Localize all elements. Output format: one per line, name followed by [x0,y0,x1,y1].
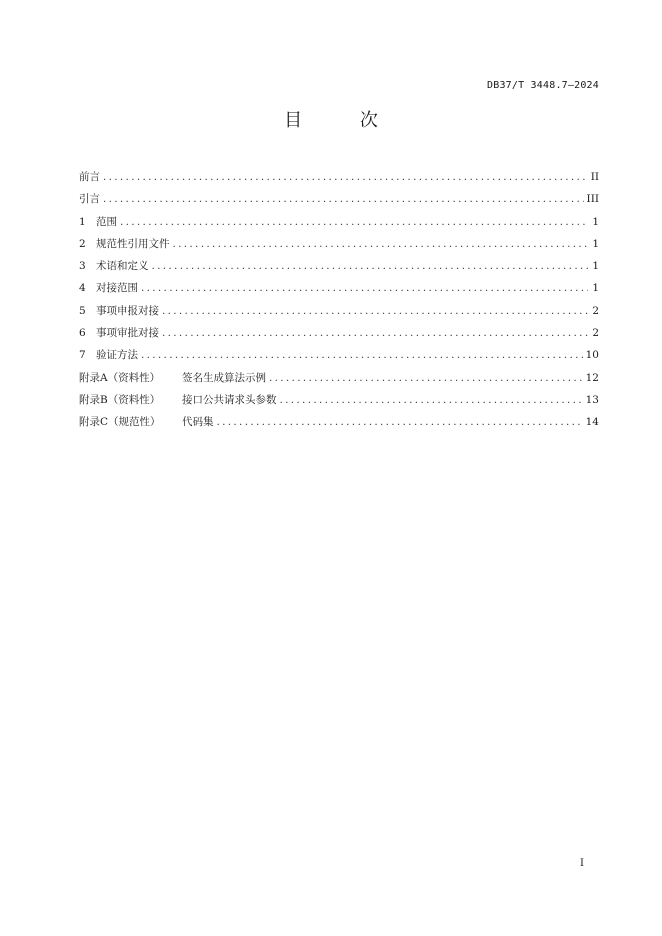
toc-dot-leader [120,211,588,233]
toc-item-label: 规范性引用文件 [96,237,170,250]
toc-item-integration-scope[interactable] [79,277,599,299]
toc-dot-leader [162,300,588,322]
toc-item-label: 验证方法 [96,349,138,362]
toc-dot-leader [103,188,584,210]
toc-item-normative-references[interactable] [79,233,599,255]
toc-appendix-a[interactable] [79,367,599,389]
toc-item-number: 3 [79,260,86,273]
toc-item-page: 10 [585,349,599,362]
page-number: I [580,858,584,869]
toc-item-page: III [586,193,599,206]
toc-title: 目 次 [284,110,404,131]
toc-item-terms-definitions[interactable] [79,255,599,277]
toc-item-page: 1 [592,215,599,228]
toc-item-introduction[interactable] [79,188,599,210]
toc-dot-leader [173,233,589,255]
toc-item-label: 前言 [79,171,100,183]
toc-dot-leader [152,255,589,277]
toc-item-page: 12 [585,371,599,384]
toc-item-page: 13 [585,393,599,406]
toc-item-page: 1 [592,237,599,250]
toc-item-label: 事项申报对接 [96,304,159,317]
toc-appendix-prefix: 附录A（资料性） [79,371,161,384]
toc-item-number: 2 [79,237,86,250]
toc-item-label: 接口公共请求头参数 [182,393,277,406]
toc-item-application-integration[interactable] [79,300,599,322]
toc-item-label: 事项审批对接 [96,327,159,340]
toc-item-scope[interactable] [79,211,599,233]
toc-dot-leader [162,322,588,344]
document-code: DB37/T 3448.7—2024 [487,80,599,91]
toc-item-page: 2 [592,327,599,340]
toc-item-foreword[interactable] [79,166,599,188]
toc-dot-leader [141,344,583,366]
toc-item-number: 1 [79,215,86,228]
toc-item-label: 代码集 [182,416,214,429]
toc-item-page: II [590,171,599,183]
toc-item-number: 4 [79,282,86,295]
toc-item-page: 14 [585,416,599,429]
toc-item-page: 1 [592,260,599,273]
toc-item-number: 6 [79,327,86,340]
toc-item-page: 2 [592,304,599,317]
toc-item-page: 1 [592,282,599,295]
toc-item-label: 对接范围 [96,282,138,295]
toc-appendix-prefix: 附录C（规范性） [79,416,161,429]
toc-item-approval-integration[interactable] [79,322,599,344]
toc-item-label: 术语和定义 [96,260,149,273]
toc-appendix-b[interactable] [79,389,599,411]
toc-item-label: 引言 [79,193,100,206]
toc-item-number: 5 [79,304,86,317]
toc-dot-leader [269,367,583,389]
toc-item-number: 7 [79,349,86,362]
table-of-contents [79,166,599,434]
toc-appendix-c[interactable] [79,411,599,433]
toc-appendix-prefix: 附录B（资料性） [79,393,161,406]
toc-dot-leader [103,166,588,188]
toc-dot-leader [280,389,583,411]
toc-dot-leader [217,411,583,433]
toc-item-verification-method[interactable] [79,344,599,366]
toc-item-label: 签名生成算法示例 [182,371,266,384]
toc-item-label: 范围 [96,215,117,228]
toc-dot-leader [141,277,588,299]
